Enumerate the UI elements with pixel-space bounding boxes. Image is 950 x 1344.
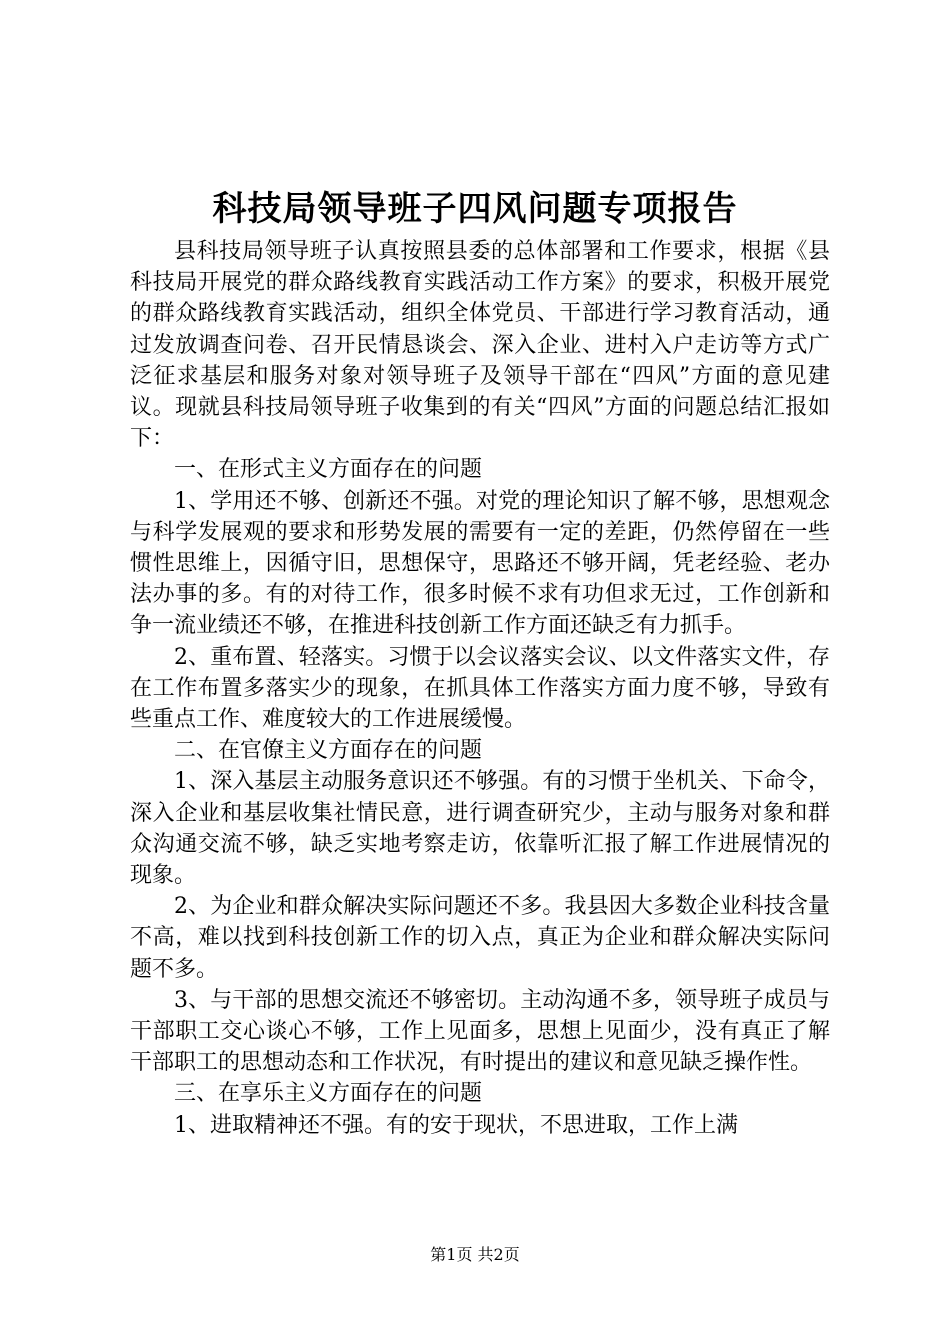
section-heading-bureaucratism: 二、在官僚主义方面存在的问题 (174, 738, 483, 764)
section-heading-hedonism: 三、在享乐主义方面存在的问题 (174, 1081, 483, 1107)
document-body (130, 236, 830, 1141)
paragraph-bureaucratism-3: 3、与干部的思想交流还不够密切。主动沟通不多，领导班子成员与干部职工交心谈心不够，工作上见面多，思想上见面少，没有真正了解干部职工的思想动态和工作状况，有时提出的建议和意见缺乏操作性。 (130, 987, 830, 1076)
paragraph-hedonism-1: 1、进取精神还不强。有的安于现状，不思进取，工作上满 (174, 1112, 738, 1138)
page-indicator: 第1页 共2页 (430, 1245, 520, 1264)
document-title: 科技局领导班子四风问题专项报告 (212, 189, 738, 229)
paragraph-formalism-2: 2、重布置、轻落实。习惯于以会议落实会议、以文件落实文件，存在工作布置多落实少的现象，在抓具体工作落实方面力度不够，导致有些重点工作、难度较大的工作进展缓慢。 (130, 644, 830, 733)
paragraph-bureaucratism-1: 1、深入基层主动服务意识还不够强。有的习惯于坐机关、下命令，深入企业和基层收集社情民意，进行调查研究少，主动与服务对象和群众沟通交流不够，缺乏实地考察走访，依靠听汇报了解工作进展情况的现象。 (130, 769, 830, 889)
section-heading-formalism: 一、在形式主义方面存在的问题 (174, 457, 483, 483)
paragraph-bureaucratism-2: 2、为企业和群众解决实际问题还不多。我县因大多数企业科技含量不高，难以找到科技创新工作的切入点，真正为企业和群众解决实际问题不多。 (130, 894, 830, 982)
paragraph-formalism-1: 1、学用还不够、创新还不强。对党的理论知识了解不够，思想观念与科学发展观的要求和形势发展的需要有一定的差距，仍然停留在一些惯性思维上，因循守旧，思想保守，思路还不够开阔，凭老经验、老办法办事的多。有的对待工作，很多时候不求有功但求无过，工作创新和争一流业绩还不够，在推进科技创新工作方面还缺乏有力抓手。 (130, 488, 830, 639)
paragraph-intro: 县科技局领导班子认真按照县委的总体部署和工作要求，根据《县科技局开展党的群众路线教育实践活动工作方案》的要求，积极开展党的群众路线教育实践活动，组织全体党员、干部进行学习教育活动，通过发放调查问卷、召开民情恳谈会、深入企业、进村入户走访等方式广泛征求基层和服务对象对领导班子及领导干部在“四风”方面的意见建议。现就县科技局领导班子收集到的有关“四风”方面的问题总结汇报如下： (130, 239, 830, 452)
